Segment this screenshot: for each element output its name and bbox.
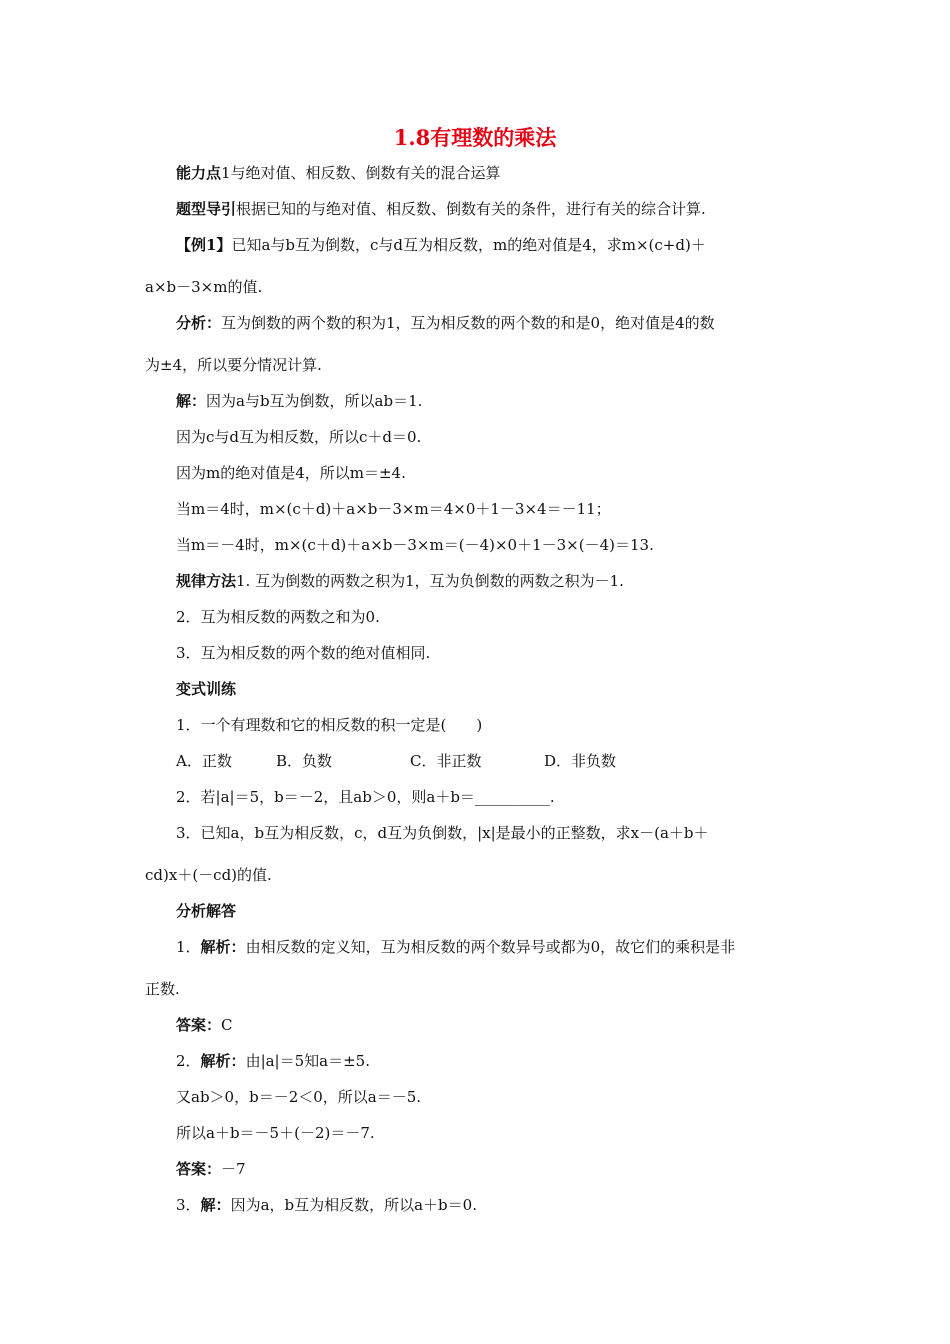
rules-text-1: 1. 互为倒数的两数之积为1，互为负倒数的两数之积为－1. bbox=[236, 572, 624, 590]
answer-2-label: 解析： bbox=[200, 1052, 246, 1070]
practice-heading: 变式训练 bbox=[176, 680, 237, 698]
guide-text: 根据已知的与绝对值、相反数、倒数有关的条件，进行有关的综合计算. bbox=[236, 200, 706, 218]
analysis-line-2: 为±4，所以要分情况计算. bbox=[145, 356, 322, 374]
answer-1-line-2: 正数. bbox=[145, 980, 180, 998]
question-guide bbox=[176, 199, 706, 219]
option-d: D．非负数 bbox=[544, 752, 617, 770]
example-line-1 bbox=[176, 235, 706, 255]
practice-question-3-line-2: cd)x＋(－cd)的值. bbox=[145, 866, 272, 884]
answer-2-line-2: 又ab＞0，b＝－2＜0，所以a＝－5. bbox=[176, 1088, 422, 1106]
option-a: A．正数 bbox=[176, 752, 232, 770]
answer-2-result-value: －7 bbox=[221, 1160, 246, 1178]
answer-2-result bbox=[176, 1159, 246, 1179]
answer-2-line-3: 所以a＋b＝－5＋(－2)＝－7. bbox=[176, 1124, 375, 1142]
solution-line-1 bbox=[176, 391, 422, 411]
analysis-label: 分析： bbox=[176, 314, 222, 332]
practice-question-1-options bbox=[176, 751, 616, 771]
practice-question-3-line-1: 3．已知a，b互为相反数，c，d互为负倒数，|x|是最小的正整数，求x－(a＋b＋ bbox=[176, 824, 709, 842]
answer-1-label: 解析： bbox=[200, 938, 246, 956]
solution-label: 解： bbox=[176, 392, 207, 410]
answer-2-number: 2． bbox=[176, 1052, 201, 1070]
ability-text: 1与绝对值、相反数、倒数有关的混合运算 bbox=[221, 164, 501, 182]
answer-1-result bbox=[176, 1015, 233, 1035]
guide-label: 题型导引 bbox=[176, 200, 237, 218]
solution-line-5: 当m＝－4时，m×(c＋d)＋a×b－3×m＝(－4)×0＋1－3×(－4)＝13. bbox=[176, 536, 654, 554]
option-b: B．负数 bbox=[276, 752, 333, 770]
solution-line-3: 因为m的绝对值是4，所以m＝±4. bbox=[176, 464, 406, 482]
answer-3-text-1: 因为a，b互为相反数，所以a＋b＝0. bbox=[230, 1196, 477, 1214]
solution-text-1: 因为a与b互为倒数，所以ab＝1. bbox=[206, 392, 423, 410]
answer-1-result-label: 答案： bbox=[176, 1016, 222, 1034]
answers-heading: 分析解答 bbox=[176, 902, 237, 920]
practice-question-1: 1．一个有理数和它的相反数的积一定是( ) bbox=[176, 716, 483, 734]
ability-label: 能力点 bbox=[176, 164, 222, 182]
answer-2-text-1: 由|a|＝5知a＝±5. bbox=[245, 1052, 370, 1070]
answer-2-line-1 bbox=[176, 1051, 370, 1071]
analysis-text-1: 互为倒数的两个数的积为1，互为相反数的两个数的和是0，绝对值是4的数 bbox=[221, 314, 715, 332]
rules-line-2: 2．互为相反数的两数之和为0. bbox=[176, 608, 380, 626]
answer-2-result-label: 答案： bbox=[176, 1160, 222, 1178]
example-line-2: a×b－3×m的值. bbox=[145, 278, 263, 296]
answer-3-line-1 bbox=[176, 1195, 477, 1215]
example-label: 【例1】 bbox=[176, 236, 232, 254]
page-title: 1.8有理数的乘法 bbox=[393, 125, 557, 150]
option-c: C．非正数 bbox=[410, 752, 482, 770]
ability-point bbox=[176, 163, 501, 183]
rules-label: 规律方法 bbox=[176, 572, 237, 590]
example-text-1: 已知a与b互为倒数，c与d互为相反数，m的绝对值是4，求m×(c+d)＋ bbox=[231, 236, 706, 254]
solution-line-4: 当m＝4时，m×(c＋d)＋a×b－3×m＝4×0＋1－3×4＝－11； bbox=[176, 500, 611, 518]
answer-3-label: 解： bbox=[200, 1196, 231, 1214]
answer-1-text-1: 由相反数的定义知，互为相反数的两个数异号或都为0，故它们的乘积是非 bbox=[245, 938, 736, 956]
rules-line-3: 3．互为相反数的两个数的绝对值相同. bbox=[176, 644, 431, 662]
answer-1-result-value: C bbox=[221, 1016, 233, 1034]
rules-line-1 bbox=[176, 571, 624, 591]
analysis-line-1 bbox=[176, 313, 715, 333]
practice-question-2: 2．若|a|＝5，b＝－2，且ab＞0，则a＋b＝__________. bbox=[176, 788, 555, 806]
answer-3-number: 3． bbox=[176, 1196, 201, 1214]
solution-line-2: 因为c与d互为相反数，所以c＋d＝0. bbox=[176, 428, 422, 446]
answer-1-line-1 bbox=[176, 937, 735, 957]
answer-1-number: 1． bbox=[176, 938, 201, 956]
